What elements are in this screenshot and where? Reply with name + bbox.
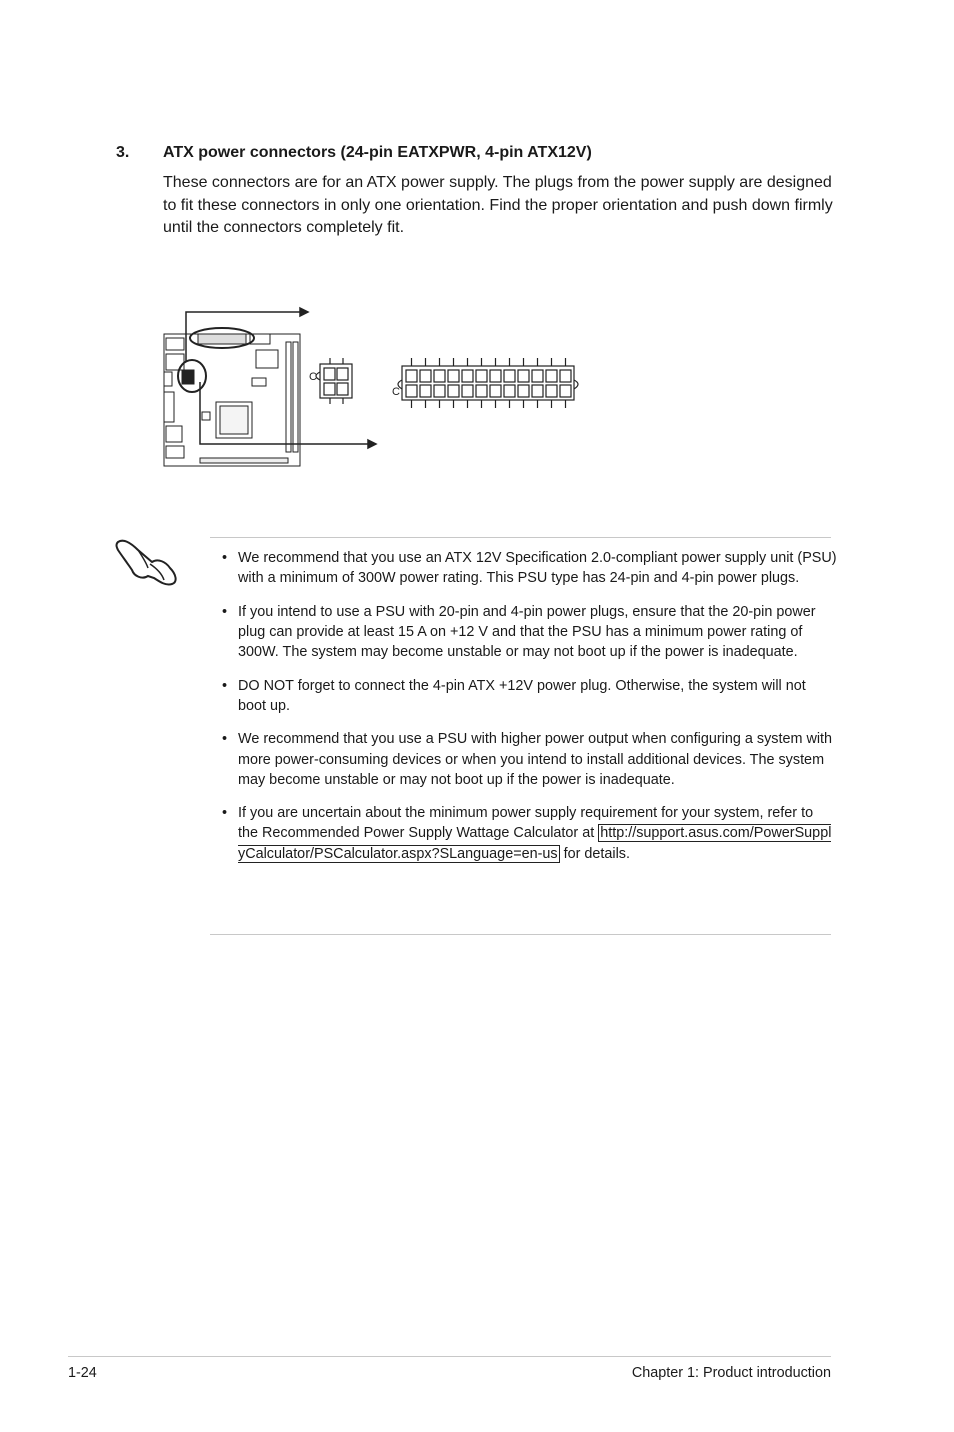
eatxpwr-pin1-mark: C: [392, 386, 400, 398]
note-text: DO NOT forget to connect the 4-pin ATX +12V power plug. Otherwise, the system will not boot up.: [238, 677, 806, 714]
hand-note-icon: [112, 532, 184, 592]
motherboard-outline: [164, 334, 300, 466]
bullet: •: [222, 731, 228, 748]
notes-top-rule: [210, 537, 831, 538]
eatxpwr-connector-drawing: [398, 358, 578, 408]
list-item: [212, 548, 837, 588]
atx12v-pin1-mark: C: [309, 371, 317, 383]
bullet: •: [222, 550, 228, 566]
notes-list: [212, 548, 837, 877]
section-number: 3.: [116, 144, 130, 161]
notes-bottom-rule: [210, 934, 831, 935]
page-number: 1-24: [68, 1365, 97, 1381]
calculator-link[interactable]: http://support.asus.com/PowerSupplyCalculator/PSCalculator.aspx?SLanguage=en-us: [238, 825, 832, 862]
note-text-after: for details.: [559, 845, 630, 862]
section-title: ATX power connectors (24-pin EATXPWR, 4-pin ATX12V): [163, 144, 592, 161]
section-intro: These connectors are for an ATX power supply. The plugs from the power supply are designed to fit these connectors in only one orientation. Find the proper orientation and push down firmly until the connectors completely fit.: [163, 174, 833, 236]
list-item: [212, 729, 837, 790]
note-text: We recommend that you use a PSU with higher power output when configuring a system with more power-consuming devices or when you intend to install additional devices. The system may become unstable or may not boot up if the power is inadequate.: [238, 731, 833, 788]
atx12v-connector-drawing: [316, 358, 352, 404]
footer-rule: [68, 1356, 831, 1357]
list-item: [212, 676, 837, 716]
bullet: •: [222, 603, 228, 620]
list-item: [212, 803, 837, 864]
list-item: [212, 602, 837, 663]
note-text-before: If you are uncertain about the minimum power supply requirement for your system, refer to the Recommended Power Supply Wattage Calculator at: [238, 805, 814, 842]
note-text: We recommend that you use an ATX 12V Specification 2.0-compliant power supply unit (PSU) with a minimum of 300W power rating. This PSU type has 24-pin and 4-pin power plugs.: [238, 550, 837, 587]
bullet: •: [222, 677, 228, 694]
bullet: •: [222, 805, 228, 822]
connector-diagram: [160, 300, 600, 480]
chapter-title: Chapter 1: Product introduction: [631, 1365, 831, 1381]
note-text: If you intend to use a PSU with 20-pin and 4-pin power plugs, ensure that the 20-pin power plug can provide at least 15 A on +12 V and that the PSU has a minimum power rating of 300W. The system may become unstable or may not boot up if the power is inadequate.: [238, 603, 816, 661]
